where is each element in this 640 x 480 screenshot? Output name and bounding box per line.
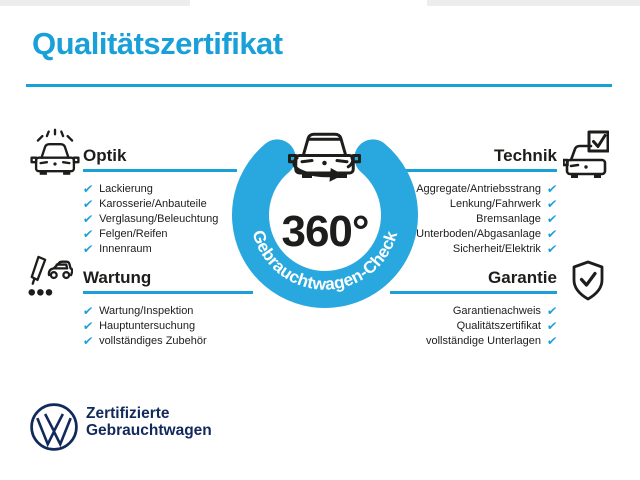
list-item-label: Qualitätszertifikat bbox=[456, 319, 541, 332]
list-item bbox=[317, 333, 557, 348]
check-icon: ✔ bbox=[82, 303, 95, 318]
list-item-label: Wartung/Inspektion bbox=[99, 304, 194, 317]
car-checkbox-icon bbox=[563, 130, 609, 182]
list-item-label: Verglasung/Beleuchtung bbox=[99, 212, 219, 225]
list-item-label: Bremsanlage bbox=[476, 212, 541, 225]
garantie-heading: Garantie bbox=[488, 268, 557, 287]
shiny-car-icon bbox=[28, 128, 82, 182]
360-check-badge bbox=[215, 105, 435, 325]
check-icon: ✔ bbox=[545, 333, 558, 348]
list-item-label: vollständige Unterlagen bbox=[425, 334, 541, 347]
footer-claim bbox=[86, 406, 212, 439]
list-item-label: Aggregate/Antriebsstrang bbox=[416, 182, 541, 195]
check-icon: ✔ bbox=[82, 318, 95, 333]
optik-heading: Optik bbox=[83, 146, 127, 165]
wartung-heading: Wartung bbox=[83, 268, 152, 287]
list-item-label: Lenkung/Fahrwerk bbox=[449, 197, 541, 210]
degree-label: 360° bbox=[281, 207, 369, 256]
list-item-label: Sicherheit/Elektrik bbox=[452, 242, 541, 255]
technik-heading: Technik bbox=[494, 146, 557, 165]
page-title: Qualitätszertifikat bbox=[32, 26, 283, 61]
list-item-label: Lackierung bbox=[99, 182, 153, 195]
check-icon: ✔ bbox=[82, 226, 95, 241]
window-edge-right bbox=[427, 0, 640, 6]
check-icon: ✔ bbox=[82, 241, 95, 256]
footer-claim-line2: Gebrauchtwagen bbox=[86, 421, 212, 439]
list-item-label: Innenraum bbox=[99, 242, 152, 255]
check-icon: ✔ bbox=[545, 226, 558, 241]
list-item-label: Felgen/Reifen bbox=[99, 227, 168, 240]
check-icon: ✔ bbox=[545, 211, 558, 226]
rotating-car-icon bbox=[290, 134, 360, 182]
check-icon: ✔ bbox=[82, 333, 95, 348]
list-item-label: Karosserie/Anbauteile bbox=[99, 197, 207, 210]
shield-check-icon bbox=[571, 260, 605, 302]
service-log-icon bbox=[25, 254, 73, 300]
title-rule bbox=[26, 84, 612, 87]
list-item bbox=[83, 333, 323, 348]
check-icon: ✔ bbox=[545, 303, 558, 318]
check-icon: ✔ bbox=[545, 241, 558, 256]
list-item-label: Unterboden/Abgasanlage bbox=[416, 227, 541, 240]
window-edge-left bbox=[0, 0, 190, 6]
check-icon: ✔ bbox=[545, 318, 558, 333]
check-icon: ✔ bbox=[82, 181, 95, 196]
optik-rule bbox=[83, 169, 237, 172]
list-item-label: Hauptuntersuchung bbox=[99, 319, 196, 332]
check-icon: ✔ bbox=[545, 196, 558, 211]
check-icon: ✔ bbox=[82, 196, 95, 211]
list-item-label: vollständiges Zubehör bbox=[99, 334, 207, 347]
footer-claim-line1: Zertifizierte bbox=[86, 405, 170, 422]
ring-curved-text: Gebrauchtwagen-Check bbox=[248, 227, 402, 294]
vw-logo bbox=[29, 402, 79, 452]
list-item-label: Garantienachweis bbox=[452, 304, 541, 317]
check-icon: ✔ bbox=[545, 181, 558, 196]
check-icon: ✔ bbox=[82, 211, 95, 226]
